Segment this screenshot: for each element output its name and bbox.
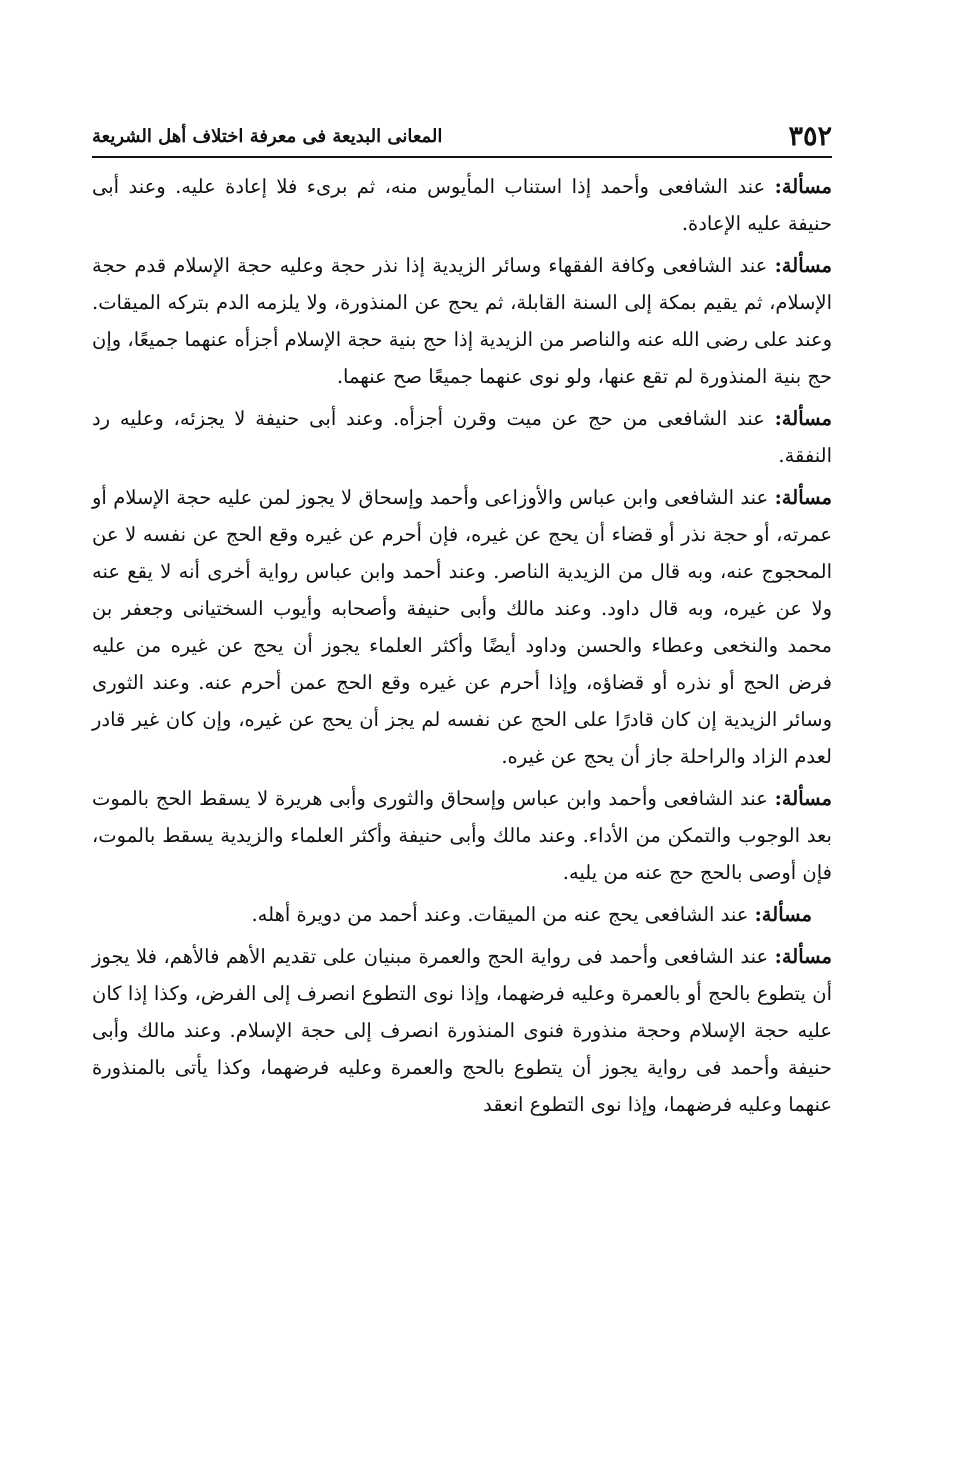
- issue-label: مسألة:: [774, 486, 832, 509]
- paragraph-text: عند الشافعى وأحمد إذا استناب المأيوس منه، ثم برىء فلا إعادة عليه. وعند أبى حنيفة عليه الإعادة.: [92, 175, 832, 235]
- paragraph: [92, 938, 832, 1123]
- paragraph: [92, 168, 832, 242]
- paragraph: [92, 780, 832, 891]
- page-body: [92, 168, 832, 1128]
- page-number: ٣٥٢: [788, 121, 832, 152]
- issue-label: مسألة:: [774, 175, 833, 198]
- running-title: المعانى البديعة فى معرفة اختلاف أهل الشريعة: [92, 126, 443, 147]
- paragraph: [92, 247, 832, 395]
- paragraph-text: عند الشافعى من حج عن ميت وقرن أجزأه. وعند أبى حنيفة لا يجزئه، وعليه رد النفقة.: [92, 407, 832, 467]
- paragraph-text: عند الشافعى وأحمد وابن عباس وإسحاق والثورى وأبى هريرة لا يسقط الحج بالموت بعد الوجوب والتمكن من الأداء. وعند مالك وأبى حنيفة وأكثر العلماء والزيدية يسقط بالموت، فإن أوصى بالحج حج عنه من يليه.: [92, 787, 832, 884]
- header-divider: [92, 156, 832, 158]
- paragraph-text: عند الشافعى وكافة الفقهاء وسائر الزيدية إذا نذر حجة وعليه حجة الإسلام قدم حجة الإسلام، ثم يقيم بمكة إلى السنة القابلة، ثم يحج عن المنذورة، ولا يلزمه الدم بتركه الميقات. وعند على رضى الله عنه والناصر من الزيدية إذا حج بنية حجة الإسلام أجزأه عنهما جميعًا، وإن حج بنية المنذورة لم تقع عنها، ولو نوى عنهما جميعًا صح عنهما.: [92, 254, 832, 388]
- paragraph: [92, 400, 832, 474]
- paragraph: [92, 896, 832, 933]
- issue-label: مسألة:: [754, 903, 812, 926]
- issue-label: مسألة:: [774, 407, 832, 430]
- issue-label: مسألة:: [774, 787, 832, 810]
- issue-label: مسألة:: [774, 254, 832, 277]
- issue-label: مسألة:: [774, 945, 833, 968]
- page-header: [92, 118, 832, 152]
- paragraph-text: عند الشافعى وابن عباس والأوزاعى وأحمد وإسحاق لا يجوز لمن عليه حجة الإسلام أو عمرته، أو حجة نذر أو قضاء أن يحج عن غيره، فإن أحرم عن غيره وقع الحج عن نفسه لا عن المحجوج عنه، وبه قال من الزيدية الناصر. وعند أحمد وابن عباس رواية أخرى أنه لا يقع عنه ولا عن غيره، وبه قال داود. وعند مالك وأبى حنيفة وأصحابه وأيوب السختيانى وجعفر بن محمد والنخعى وعطاء والحسن وداود أيضًا وأكثر العلماء يجوز أن يحج عن غيره من عليه فرض الحج أو نذره أو قضاؤه، وإذا أحرم عن غيره وقع الحج عمن أحرم عنه. وعند الثورى وسائر الزيدية إن كان قادرًا على الحج عن نفسه لم يجز أن يحج عن غيره، وإن كان غير قادر لعدم الزاد والراحلة جاز أن يحج عن غيره.: [92, 486, 832, 768]
- paragraph: [92, 479, 832, 775]
- paragraph-text: عند الشافعى وأحمد فى رواية الحج والعمرة مبنيان على تقديم الأهم فالأهم، فلا يجوز أن يتطوع بالحج أو بالعمرة وعليه فرضهما، وإذا نوى التطوع انصرف إلى الفرض، وكذا إذا كان عليه حجة الإسلام وحجة منذورة فنوى المنذورة انصرف إلى حجة الإسلام. وعند مالك وأبى حنيفة وأحمد فى رواية يجوز أن يتطوع بالحج والعمرة وعليه فرضهما، وكذا يأتى بالمنذورة عنهما وعليه فرضهما، وإذا نوى التطوع انعقد: [92, 945, 832, 1116]
- paragraph-text: عند الشافعى يحج عنه من الميقات. وعند أحمد من دويرة أهله.: [251, 903, 749, 926]
